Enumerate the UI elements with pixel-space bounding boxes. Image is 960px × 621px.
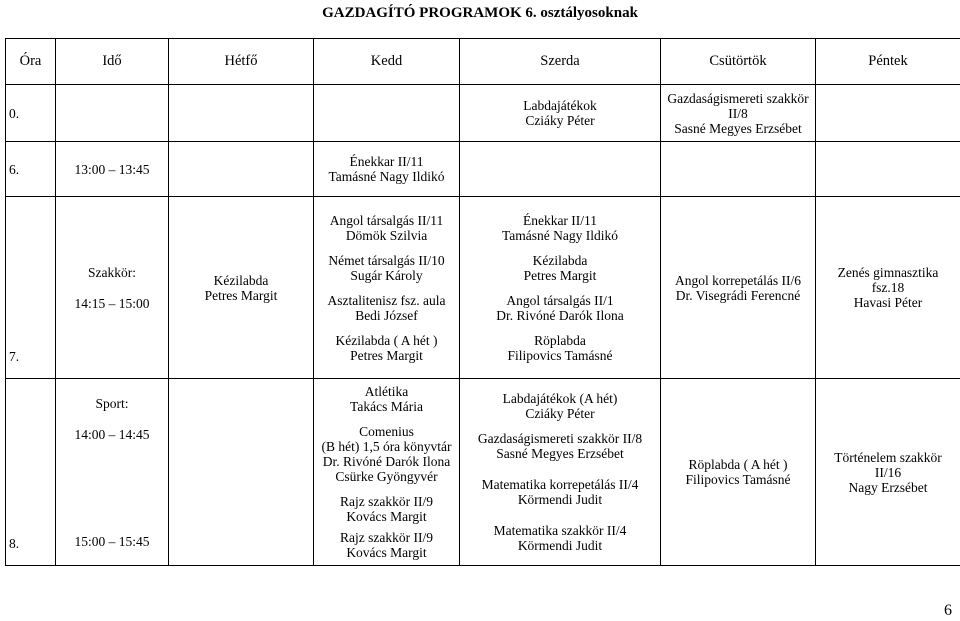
schedule-table [5,38,960,566]
page-title: GAZDAGÍTÓ PROGRAMOK 6. osztályosoknak [322,5,638,21]
room-label: fsz.18 [871,280,905,295]
period-number: 7. [9,349,20,364]
header-cell: Kedd [314,39,460,85]
teacher-name: Havasi Péter [853,295,923,310]
schedule-cell [314,142,460,197]
teacher-name: Filipovics Tamásné [507,347,613,363]
room-label: II/16 [874,464,902,480]
schedule-cell [460,379,661,566]
schedule-cell [816,379,960,566]
schedule-cell [816,197,960,379]
activity-name: Röplabda [534,332,586,348]
teacher-name: Petres Margit [350,347,423,363]
teacher-name: Dömök Szilvia [345,227,428,243]
teacher-name: Tamásné Nagy Ildikó [328,169,445,184]
activity-name: Kézilabda [532,252,588,268]
activity-name: Kézilabda [213,272,269,288]
table-row [6,85,960,142]
activity-name: Matematika korrepetálás II/4 [481,477,639,492]
activity-name: Zenés gimnasztika [837,265,939,280]
schedule-cell [661,85,816,142]
schedule-cell [460,142,661,197]
schedule-cell [460,197,661,379]
time-label: Sport: [95,395,129,411]
schedule-cell [314,85,460,142]
activity-name: Matematika szakkör II/4 [493,523,627,538]
schedule-cell [169,379,314,566]
teacher-name: Dr. Rivóné Darók Ilona [322,454,451,469]
header-cell: Hétfő [169,39,314,85]
time-range: 13:00 – 13:45 [74,161,150,177]
activity-name: Rajz szakkör II/9 [340,494,433,509]
room-label: II/8 [728,105,748,121]
activity-name: Comenius [359,424,414,439]
schedule-cell [314,379,460,566]
schedule-cell [460,85,661,142]
schedule-note: (B hét) 1,5 óra könyvtár [321,439,452,454]
teacher-name: Sasné Megyes Erzsébet [674,120,802,136]
table-row [6,379,960,566]
period-cell [6,85,56,142]
teacher-name: Dr. Visegrádi Ferencné [675,287,801,303]
teacher-name: Cziáky Péter [525,113,595,128]
schedule-cell [661,379,816,566]
activity-name: Gazdaságismereti szakkör [667,90,809,106]
activity-name: Angol korrepetálás II/6 [675,272,801,288]
period-cell [6,379,56,566]
teacher-name: Sugár Károly [350,267,423,283]
header-cell: Idő [56,39,169,85]
period-cell [6,142,56,197]
teacher-name: Sasné Megyes Erzsébet [496,446,624,461]
time-range: 15:00 – 15:45 [74,533,150,549]
teacher-name: Filipovics Tamásné [685,472,791,487]
teacher-name: Takács Mária [350,399,423,414]
table-row [6,142,960,197]
period-number: 8. [9,536,20,551]
header-row [6,39,960,85]
schedule-cell [816,85,960,142]
activity-name: Énekkar II/11 [522,212,598,228]
page-number: 6 [944,602,952,619]
teacher-name: Petres Margit [204,287,278,303]
period-cell [6,197,56,379]
schedule-cell [816,142,960,197]
header-cell: Péntek [816,39,960,85]
activity-name: Labdajátékok (A hét) [502,391,618,406]
teacher-name: Cziáky Péter [525,406,595,421]
schedule-cell [169,85,314,142]
teacher-name: Nagy Erzsébet [848,479,928,495]
schedule-cell [169,142,314,197]
time-cell [56,85,169,142]
schedule-cell [661,142,816,197]
teacher-name: Petres Margit [523,267,597,283]
activity-name: Történelem szakkör [834,449,942,465]
activity-name: Asztalitenisz fsz. aula [327,292,446,308]
time-cell [56,197,169,379]
time-label: Szakkör: [88,264,136,280]
teacher-name: Körmendi Judit [517,538,603,553]
activity-name: Kézilabda ( A hét ) [335,332,438,348]
period-number: 6. [9,161,20,177]
teacher-name: Csürke Gyöngyvér [335,469,438,484]
activity-name: Labdajátékok [523,98,597,113]
schedule-cell [169,197,314,379]
activity-name: Angol társalgás II/1 [506,292,614,308]
header-cell: Óra [6,39,56,85]
activity-name: Német társalgás II/10 [328,252,445,268]
header-cell: Szerda [460,39,661,85]
activity-name: Angol társalgás II/11 [329,212,444,228]
period-number: 0. [9,105,20,121]
activity-name: Atlétika [364,384,409,399]
teacher-name: Körmendi Judit [517,492,603,507]
teacher-name: Tamásné Nagy Ildikó [501,227,619,243]
activity-name: Rajz szakkör II/9 [340,530,433,545]
activity-name: Röplabda ( A hét ) [688,457,788,472]
teacher-name: Dr. Rivóné Darók Ilona [496,307,624,323]
activity-name: Gazdaságismereti szakkör II/8 [477,431,643,446]
schedule-cell [314,197,460,379]
teacher-name: Kovács Margit [346,509,427,524]
time-cell [56,142,169,197]
time-range: 14:00 – 14:45 [74,426,150,442]
activity-name: Énekkar II/11 [349,154,424,169]
time-cell [56,379,169,566]
header-cell: Csütörtök [661,39,816,85]
schedule-cell [661,197,816,379]
table-row [6,197,960,379]
teacher-name: Bedi József [355,307,418,323]
time-range: 14:15 – 15:00 [74,295,150,311]
teacher-name: Kovács Margit [346,545,427,560]
